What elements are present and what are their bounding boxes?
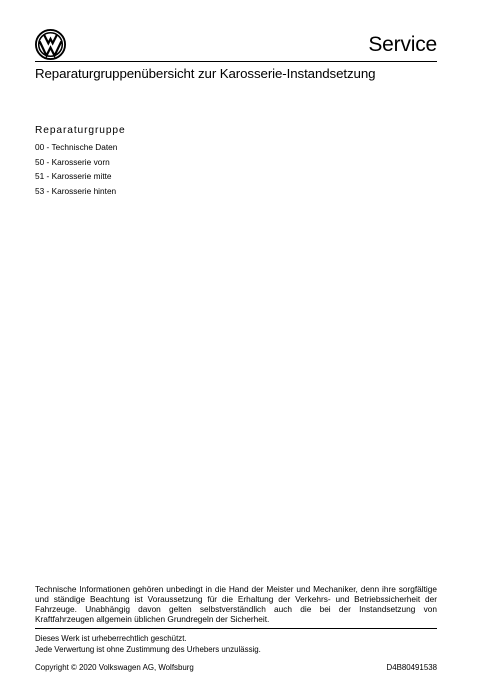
page-title: Reparaturgruppenübersicht zur Karosserie-Instandsetzung (35, 66, 376, 81)
vw-logo-icon (35, 29, 66, 60)
copyright-text: Copyright © 2020 Volkswagen AG, Wolfsburg (35, 663, 194, 672)
repair-group-item[interactable]: 50 - Karosserie vorn (35, 156, 110, 167)
service-label: Service (368, 33, 437, 56)
document-id: D4B80491538 (386, 663, 437, 672)
repair-group-item[interactable]: 51 - Karosserie mitte (35, 171, 112, 182)
copyright-note (35, 634, 261, 655)
copyright-note-line: Jede Verwertung ist ohne Zustimmung des Urhebers unzulässig. (35, 644, 261, 654)
repair-group-list (35, 140, 117, 199)
repair-group-heading: Reparaturgruppe (35, 125, 126, 136)
safety-notice: Technische Informationen gehören unbedingt in die Hand der Meister und Mechaniker, denn ihre sorgfältige und ständige Beachtung ist Voraussetzung für die Erhaltung der Verkehrs- und Betriebssicherheit der Fahrzeuge. Unabhängig davon gelten selbstverständlich auch die bei der Instandsetzung von Kraftfahrzeugen allgemein üblichen Grundregeln der Sicherheit. (35, 584, 437, 625)
footer-divider (35, 628, 437, 629)
repair-group-item[interactable]: 00 - Technische Daten (35, 142, 118, 152)
copyright-note-line: Dieses Werk ist urheberrechtlich geschützt. (35, 634, 187, 643)
header-divider (35, 61, 437, 62)
repair-group-item[interactable]: 53 - Karosserie hinten (35, 186, 117, 197)
